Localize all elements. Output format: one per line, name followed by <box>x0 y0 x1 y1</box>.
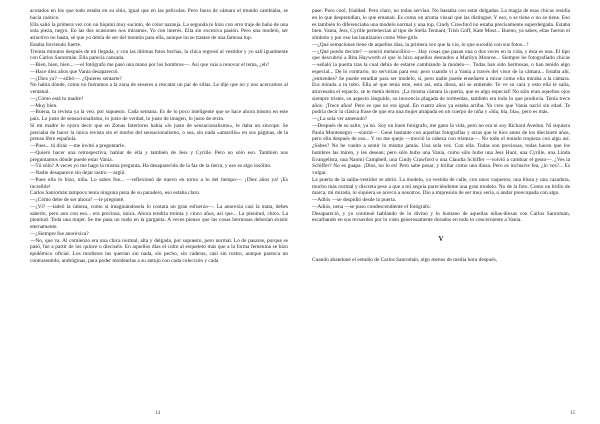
right-page <box>300 0 600 424</box>
paragraph: —Después de su salto, ya no. Soy un buen fotógrafo, me gano la vida, pero no era ni soy Richard Avedon. Ni siquiera Paula Montenegro —sonrió—. Gené bastante con aquellas fotografías y otras que le hice antes de los diecisiete años, pero ella después de eso... Y no me quejo —movió la cabeza con tristeza—. No todo el mundo tropieza con algo así. ¿Sabes? No he vuelto a sentir lo mismo jamás. Una sola vez. Con ella. Todas son preciosas, todas hacen que los hombres las miren, y les desean; pero sólo hubo una Vania, como sólo hubo una Jess Hunt, una Cyrille, una Linda Evangelista, una Naomi Campbell, una Cindy Crawford o una Claudia Schiffer —volvió a cambiar el gesto—. ¿Ves la Schiffer? No es guapa. ¡Dios, no lo es! Pero sabe posar, y brillar como una diosa. Pero es inclusive fea, ¿lo ves?... Es vulgar. <box>312 122 570 176</box>
paragraph: —No, que va. Al comienzo era una chica normal, alta y delgada, por supuesto, pero normal. Lo de pasarse, porque se pasó, fue a partir de los quince o dieciséis. En aquellos días el culto al esqueleto más que a la forma femenina se hizo epidémico oficial. Los modistos las querían sin nada, sin pecho, sin caderas, casi sin rostro, aunque parezca un contrasentido, andróginas, para poder moldearlas a su antojo con cada colección y cada <box>30 237 288 264</box>
paragraph: —¿Cómo está tu madre? <box>30 95 84 102</box>
paragraph: Cuando abandoné el estudio de Carlos Sanromán, algo menos de media hora después, <box>312 256 498 263</box>
paragraph: Si mi madre le oyera decir que en Zonas Interiores había «lo justo de sensacionalismo», le daba un síncope. Se preciaba de hacer la única revista sin el morbo del sensacionalismo, o sea, sin nada «amarillo» en sus páginas, de la prensa libre española. <box>30 122 288 143</box>
paragraph: —Pues... tú dirás —me invitó a preguntarle. <box>30 143 126 149</box>
page-number: 15 <box>570 411 575 416</box>
paragraph: Desapareció, y yo continué hablando de lo divino y lo humano de aquellas niñas-diosas con Carlos Sanromán, escarbando en sus recuerdos por lo visto generosamente dorados en todo lo concerniente a Vania. <box>312 210 570 224</box>
right-page-text <box>312 8 570 400</box>
paragraph: —Tú sólo? A veces yo me hago la misma pregunta. Ha desaparecido de la faz de la tierra, y eso es algo insólito. <box>30 163 272 170</box>
chapter-heading: V <box>438 235 444 243</box>
paragraph: acotados en los que todo estaba en su sitio, igual que en las películas. Pero fuera de cámara el mundo cambiaba, se hacía caótico. <box>30 8 288 21</box>
paragraph: Carlos Sanromán tampoco tenía ninguna pista de su paradero, eso estaba claro. <box>30 190 201 197</box>
paragraph: No había dónde, como no fuéramos a la zona de enseres a rescatar un par de sillas. Le dije que no y nos acercamos al ventanal. <box>30 82 288 95</box>
paragraph: pase. Puro cool, frialdad. Pero claro, no todas servían. No bastaba con estar delgadas. La magia de esas chicas residía en lo que desprendían, lo que emanan. Es como un aroma visual que las distingue. Y eso, o se tiene o no se tiene. Eso es también lo diferenciaba una modelo normal y una top. Cindy Crawford no estaba precisamente superdelgada. Estaba bien. Vania, Jess, Cyrille pertenecían al tipo de Stella Tennant, Trish Goff, Kate Moss... Bueno, ya sabes, ellas fueron el símbolo y por eso las bautizaron como Wee-girls. <box>312 8 570 41</box>
paragraph: —¿Qué semaciones tiene de aquellos días, la primera vez que la vio, lo que sucedió con sus fotos...? <box>312 41 529 48</box>
paragraph: —¿Cómo debe de ser ahora? —le pregunté. <box>30 197 125 203</box>
left-page-text <box>30 8 288 400</box>
paragraph: —¿La sola ver amenudo? <box>312 116 368 122</box>
paragraph: —Nadie desaparece sin dejar rastro —argüí. <box>30 170 126 176</box>
paragraph: —¿Qué puedo decirte? —sonrió melancólico—. Hay cosas que pasan una o dos veces en la vida, y ésta es una. El tipo que descubrió a Rita Hayworth el que lo hizo aquellos desnudos a Marilyn Monroe... Siempre he fotografiado chicas —señaló la puerta tras la cual debía de estarse cambiando la modelo—. Todas han sido hermosas, o han tenido algo especial... De lo contrario, no servirían para eso; pero cuando vi a Vania a través del visor de la cámara... Estaba ahí, ¿entiendes? Se puede estudiar para ser modelo, sí, pero nadie puede enseñarte a mirar como ella miraba a la cámara. Era mirada a tu tobo. Ella sé que tenía este, esto así, esta diosa, así se entiende. Te ve su cara y esto ella te salía, atravesaba el espacio, se te metía dentro. ¡La misma cámara la quería, que es algo especial! No sólo eran aquellos ojos siempre tristes, su aspecto lánguido, su inocencia plagada de tormentas, también era todo lo que producía. Tenía trece años. ¡Trece años! Pero es que no era igual. En cuatro años ya estaba arriba. Yo creo que Vania nació sin edad. Te podría decir la clásica frase de que era una mujer atrapada en un cuerpo de niña y «bla, bla, bla», pero es más. <box>312 48 570 116</box>
paragraph: —¿Diez ya? —silbó—. ¿Quieres sentarte? <box>30 75 122 82</box>
paragraph: —Adiós —se despidió desde la puerta. <box>312 197 397 203</box>
paragraph: —¿Vi? —ladeó la cabeza, como si imaginándosela lo costara un gran esfuerzo—. La anorexia casi la mata, debes saberlo, pero aun con eso... era preciosa, única. Ahora tendría treinta y cinco años, así que... La plenitud, chico. La plenitud. Toda una mujer. Se me pasa un nudo en la garganta. A veces pienso que las cosas hermosas deberían existir eternamente. <box>30 203 288 230</box>
paragraph: Treinta minutos después de mi llegada, y con las últimas fotos hechas, la chica regresó al vestidor y yo salí igualmente con Carlos Sanromán. Ella parecía cansada. <box>30 48 288 62</box>
paragraph: —Buena, la revista ya la veo, por supuesto. Cada semana. Es de lo poco inteligente que se hace ahora mismo en este país. Lo justo de sensacionalismo, lo justo de verdad, lo justo de imagen, lo justo de texto. <box>30 109 288 122</box>
paragraph: —Muy bien. <box>30 102 58 109</box>
page-number: 14 <box>155 411 160 416</box>
paragraph: Estaba lloviendo fuerte. <box>30 41 82 48</box>
paragraph: —Hace diez años que Vania desapareció. <box>30 68 119 75</box>
paragraph: —¿Siempre fue anoréxica? <box>30 230 89 237</box>
paragraph: —Quiero hacer una retrospectiva, hablar de ella y también de Jess y Cyrille. Pero no sólo eso. También nos preguntamos dónde puede estar Vania. <box>30 149 288 163</box>
paragraph: —Adiós, nena —se puso condescendiente el fotógrafo. <box>312 203 431 210</box>
paragraph: —Bien, bien, bien... —el fotógrafo me pasó una mano por los hombros—. Así que vais a renovar el tema, ¿eh? <box>30 62 270 68</box>
paragraph: Ella salió la primera vez con un biquini muy sucinto, de color naranja. La segunda lo hizo con otro traje de baño de una sola pieza, negro. En las dos ocasiones nos miramos. Yo con interés. Ella sin excesiva pasión. Pero una modelo, ser atractivo no basta, sé que yo debía de ser del montón para ella, aunque no se tratase de una famosa top. <box>30 21 288 41</box>
paragraph: La puerta de la salita-vestidor se abrió. La modelo, ya vestida de calle, con unos vaqueros, una blusa y una cazadora, mucho más normal y discreta pese a que a mí seguía pareciéndome una gran modelo. No de la foto. Como un brillo de marca, mi mirada, ni siquiera se acercó a nosotros. Dio a impresión de ser muy seria, o andar preocupada con algo. <box>312 176 570 197</box>
paragraph: —Pues ella lo hizo, niña. Lo sabes fue... —reflexionó de nuevo en torno a lo del tiempo—. ¡Diez años ya! ¡Es increíble! <box>30 176 288 190</box>
